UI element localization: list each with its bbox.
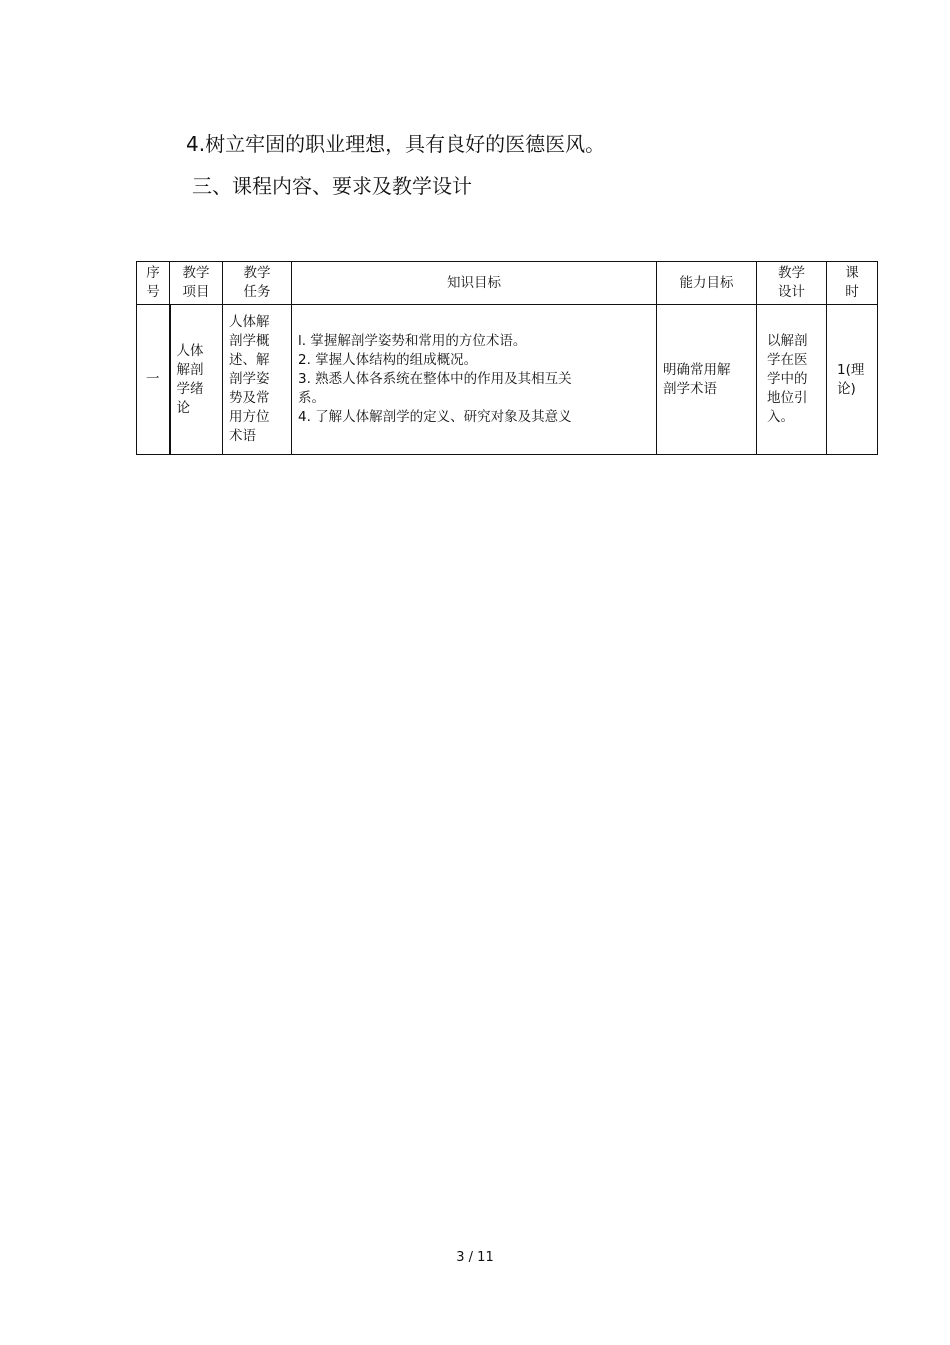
header-class-hours: 课 时 — [827, 262, 878, 305]
knowledge-item: 系。 — [298, 390, 325, 406]
header-seq: 序 号 — [137, 262, 170, 305]
row-ability-goals: 明确常用解 剖学术语 — [657, 305, 757, 455]
goal-4-paragraph: 4.树立牢固的职业理想，具有良好的医德医风。 — [186, 132, 606, 156]
header-teaching-project: 教学 项目 — [170, 262, 223, 305]
row-seq: 一 — [137, 305, 170, 455]
knowledge-item: 2. 掌握人体结构的组成概况。 — [298, 352, 478, 368]
row-teaching-design: 以解剖 学在医 学中的 地位引 入。 — [757, 305, 827, 455]
page-number: 3 / 11 — [456, 1250, 494, 1265]
header-knowledge-goals: 知识目标 — [292, 262, 657, 305]
table-header-row — [137, 262, 878, 305]
course-content-table — [136, 261, 878, 455]
knowledge-item: 3. 熟悉人体各系统在整体中的作用及其相互关 — [298, 371, 572, 387]
section-3-heading: 三、课程内容、要求及教学设计 — [192, 174, 472, 198]
row-knowledge-goals — [292, 305, 657, 455]
row-teaching-project: 人体 解剖 学绪 论 — [170, 305, 223, 455]
row-teaching-task: 人体解 剖学概 述、解 剖学姿 势及常 用方位 术语 — [223, 305, 292, 455]
row-class-hours: 1(理 论) — [827, 305, 878, 455]
header-teaching-task: 教学 任务 — [223, 262, 292, 305]
header-ability-goals: 能力目标 — [657, 262, 757, 305]
knowledge-item: l. 掌握解剖学姿势和常用的方位术语。 — [298, 333, 527, 349]
table-row — [137, 305, 878, 455]
header-teaching-design: 教学 设计 — [757, 262, 827, 305]
knowledge-item: 4. 了解人体解剖学的定义、研究对象及其意义 — [298, 409, 572, 425]
